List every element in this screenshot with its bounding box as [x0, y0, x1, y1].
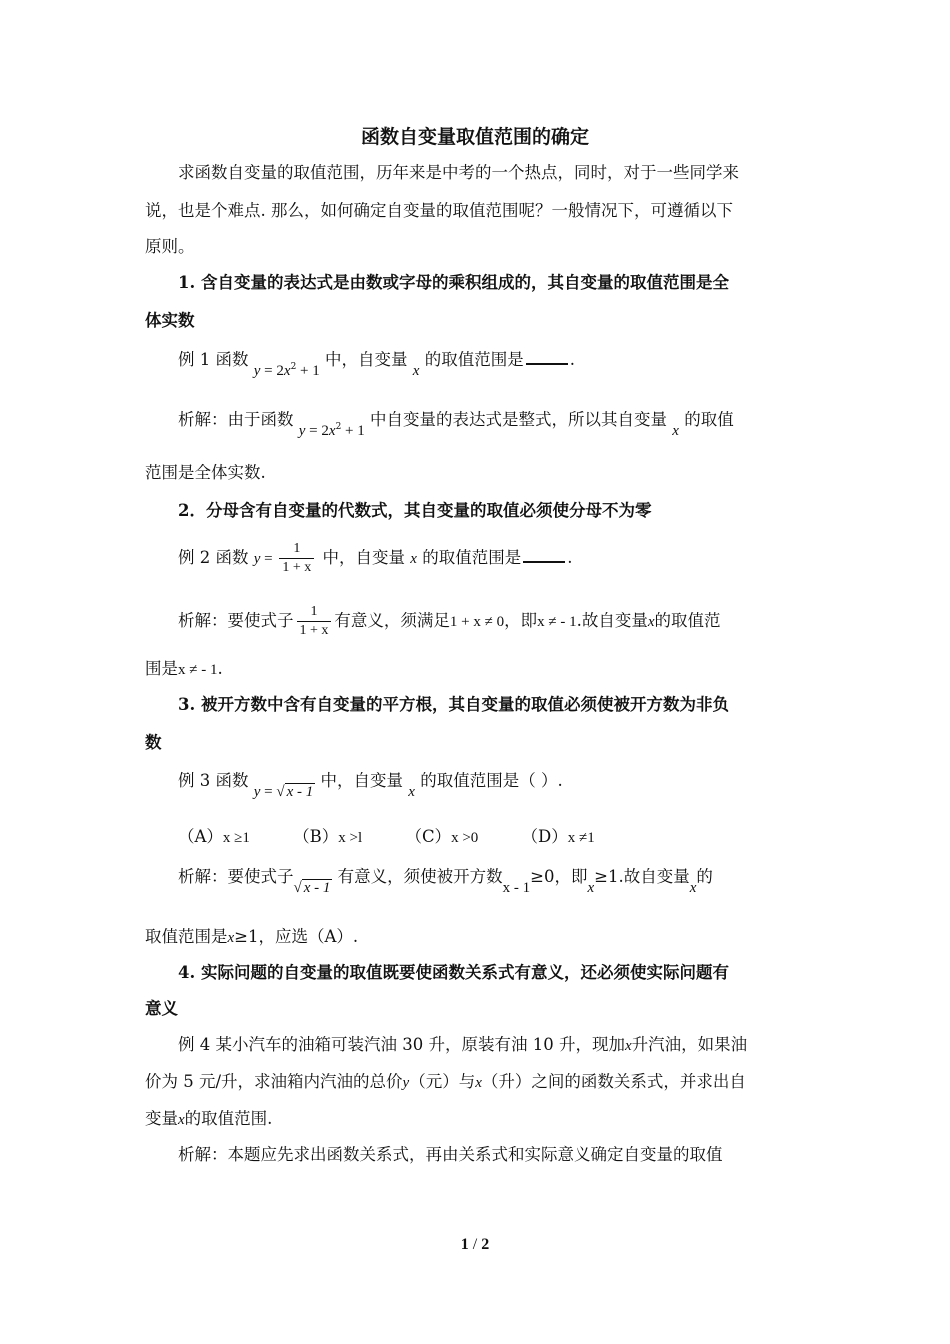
sqrt-formula: y = √ x - 1: [253, 784, 314, 800]
option-a: （A）x ≥1: [178, 827, 250, 846]
rule-4-line-2: 意义: [145, 999, 178, 1018]
page-number: 1 / 2: [460, 1236, 490, 1253]
example-4-line-3: 变量x的取值范围.: [145, 1109, 273, 1128]
example-2-analysis-line-1: 析解：要使式子 $\frac{1}{1 + x}$ 有意义，须满足1 + x ≠ 0，即x ≠ - 1.故自变量x的取值范: [178, 604, 721, 638]
example-4-line-1: 例 4 某小汽车的油箱可装汽油 30 升，原装有油 10 升，现加x升汽油，如果油: [178, 1035, 748, 1054]
answer-blank: [526, 347, 568, 365]
option-b: （B）x >l: [293, 827, 363, 846]
fraction: $\frac{1}{1 + x}$: [297, 603, 332, 640]
intro-line-2: 说，也是个难点. 那么，如何确定自变量的取值范围呢？一般情况下，可遵循以下: [145, 201, 733, 220]
intro-line-1: 求函数自变量的取值范围，历年来是中考的一个热点，同时，对于一些同学来: [178, 163, 739, 182]
var-x: x: [412, 363, 420, 379]
example-3-question: 例 3 函数 y = √ x - 1 中，自变量 x 的取值范围是（ ）.: [178, 771, 563, 800]
sqrt-expression: √ x - 1: [293, 880, 331, 896]
example-4-analysis-line-1: 析解：本题应先求出函数关系式，再由关系式和实际意义确定自变量的取值: [178, 1145, 723, 1164]
option-d: （D）x ≠1: [521, 827, 595, 846]
rule-4-line-1: 4. 实际问题的自变量的取值既要使函数关系式有意义，还必须使实际问题有: [178, 963, 729, 982]
fraction: $\frac{1}{1 + x}$: [279, 540, 314, 577]
answer-blank: [523, 545, 565, 563]
example-3-analysis-line-2: 取值范围是x≥1，应选（A）.: [145, 927, 359, 946]
page-title: 函数自变量取值范围的确定: [360, 126, 589, 148]
example-1-tail: 的取值范围是: [424, 350, 524, 369]
example-1-formula: $y = 2x^2 + 1$: [253, 362, 320, 379]
rule-1-line-1: 1. 含自变量的表达式是由数或字母的乘积组成的，其自变量的取值范围是全: [178, 273, 729, 292]
rule-2-line-1: 2．分母含有自变量的代数式，其自变量的取值必须使分母不为零: [178, 501, 652, 520]
example-2-analysis-line-2: 围是x ≠ - 1.: [145, 659, 223, 678]
example-2-question: 例 2 函数 y = $\frac{1}{1 + x}$ 中，自变量 x 的取值范围是 .: [178, 541, 573, 575]
rule-1-line-2: 体实数: [145, 311, 195, 330]
rule-3-line-1: 3. 被开方数中含有自变量的平方根，其自变量的取值必须使被开方数为非负: [178, 695, 729, 714]
intro-line-3: 原则。: [145, 237, 195, 256]
example-3-options: [178, 826, 633, 849]
option-c: （C）x >0: [405, 827, 479, 846]
example-1-analysis-formula: $y = 2x^2 + 1$: [298, 422, 365, 439]
rule-3-line-2: 数: [145, 733, 162, 752]
example-1-lead: 例 1 函数: [178, 350, 249, 369]
example-4-line-2: 价为 5 元/升，求油箱内汽油的总价y（元）与x（升）之间的函数关系式，并求出自: [145, 1072, 746, 1091]
example-1-analysis-line-1: 析解：由于函数 $y = 2x^2 + 1$ 中自变量的表达式是整式，所以其自变量 x 的取值: [178, 410, 734, 439]
example-1-mid: 中，自变量: [325, 350, 408, 369]
example-1-analysis-line-2: 范围是全体实数.: [145, 463, 266, 482]
example-3-analysis-line-1: 析解：要使式子√ x - 1 有意义，须使被开方数x - 1≥0，即x≥1.故自变量x的: [178, 867, 713, 896]
example-1-question: 例 1 函数 $y = 2x^2 + 1$ 中，自变量 x 的取值范围是 .: [178, 346, 575, 372]
